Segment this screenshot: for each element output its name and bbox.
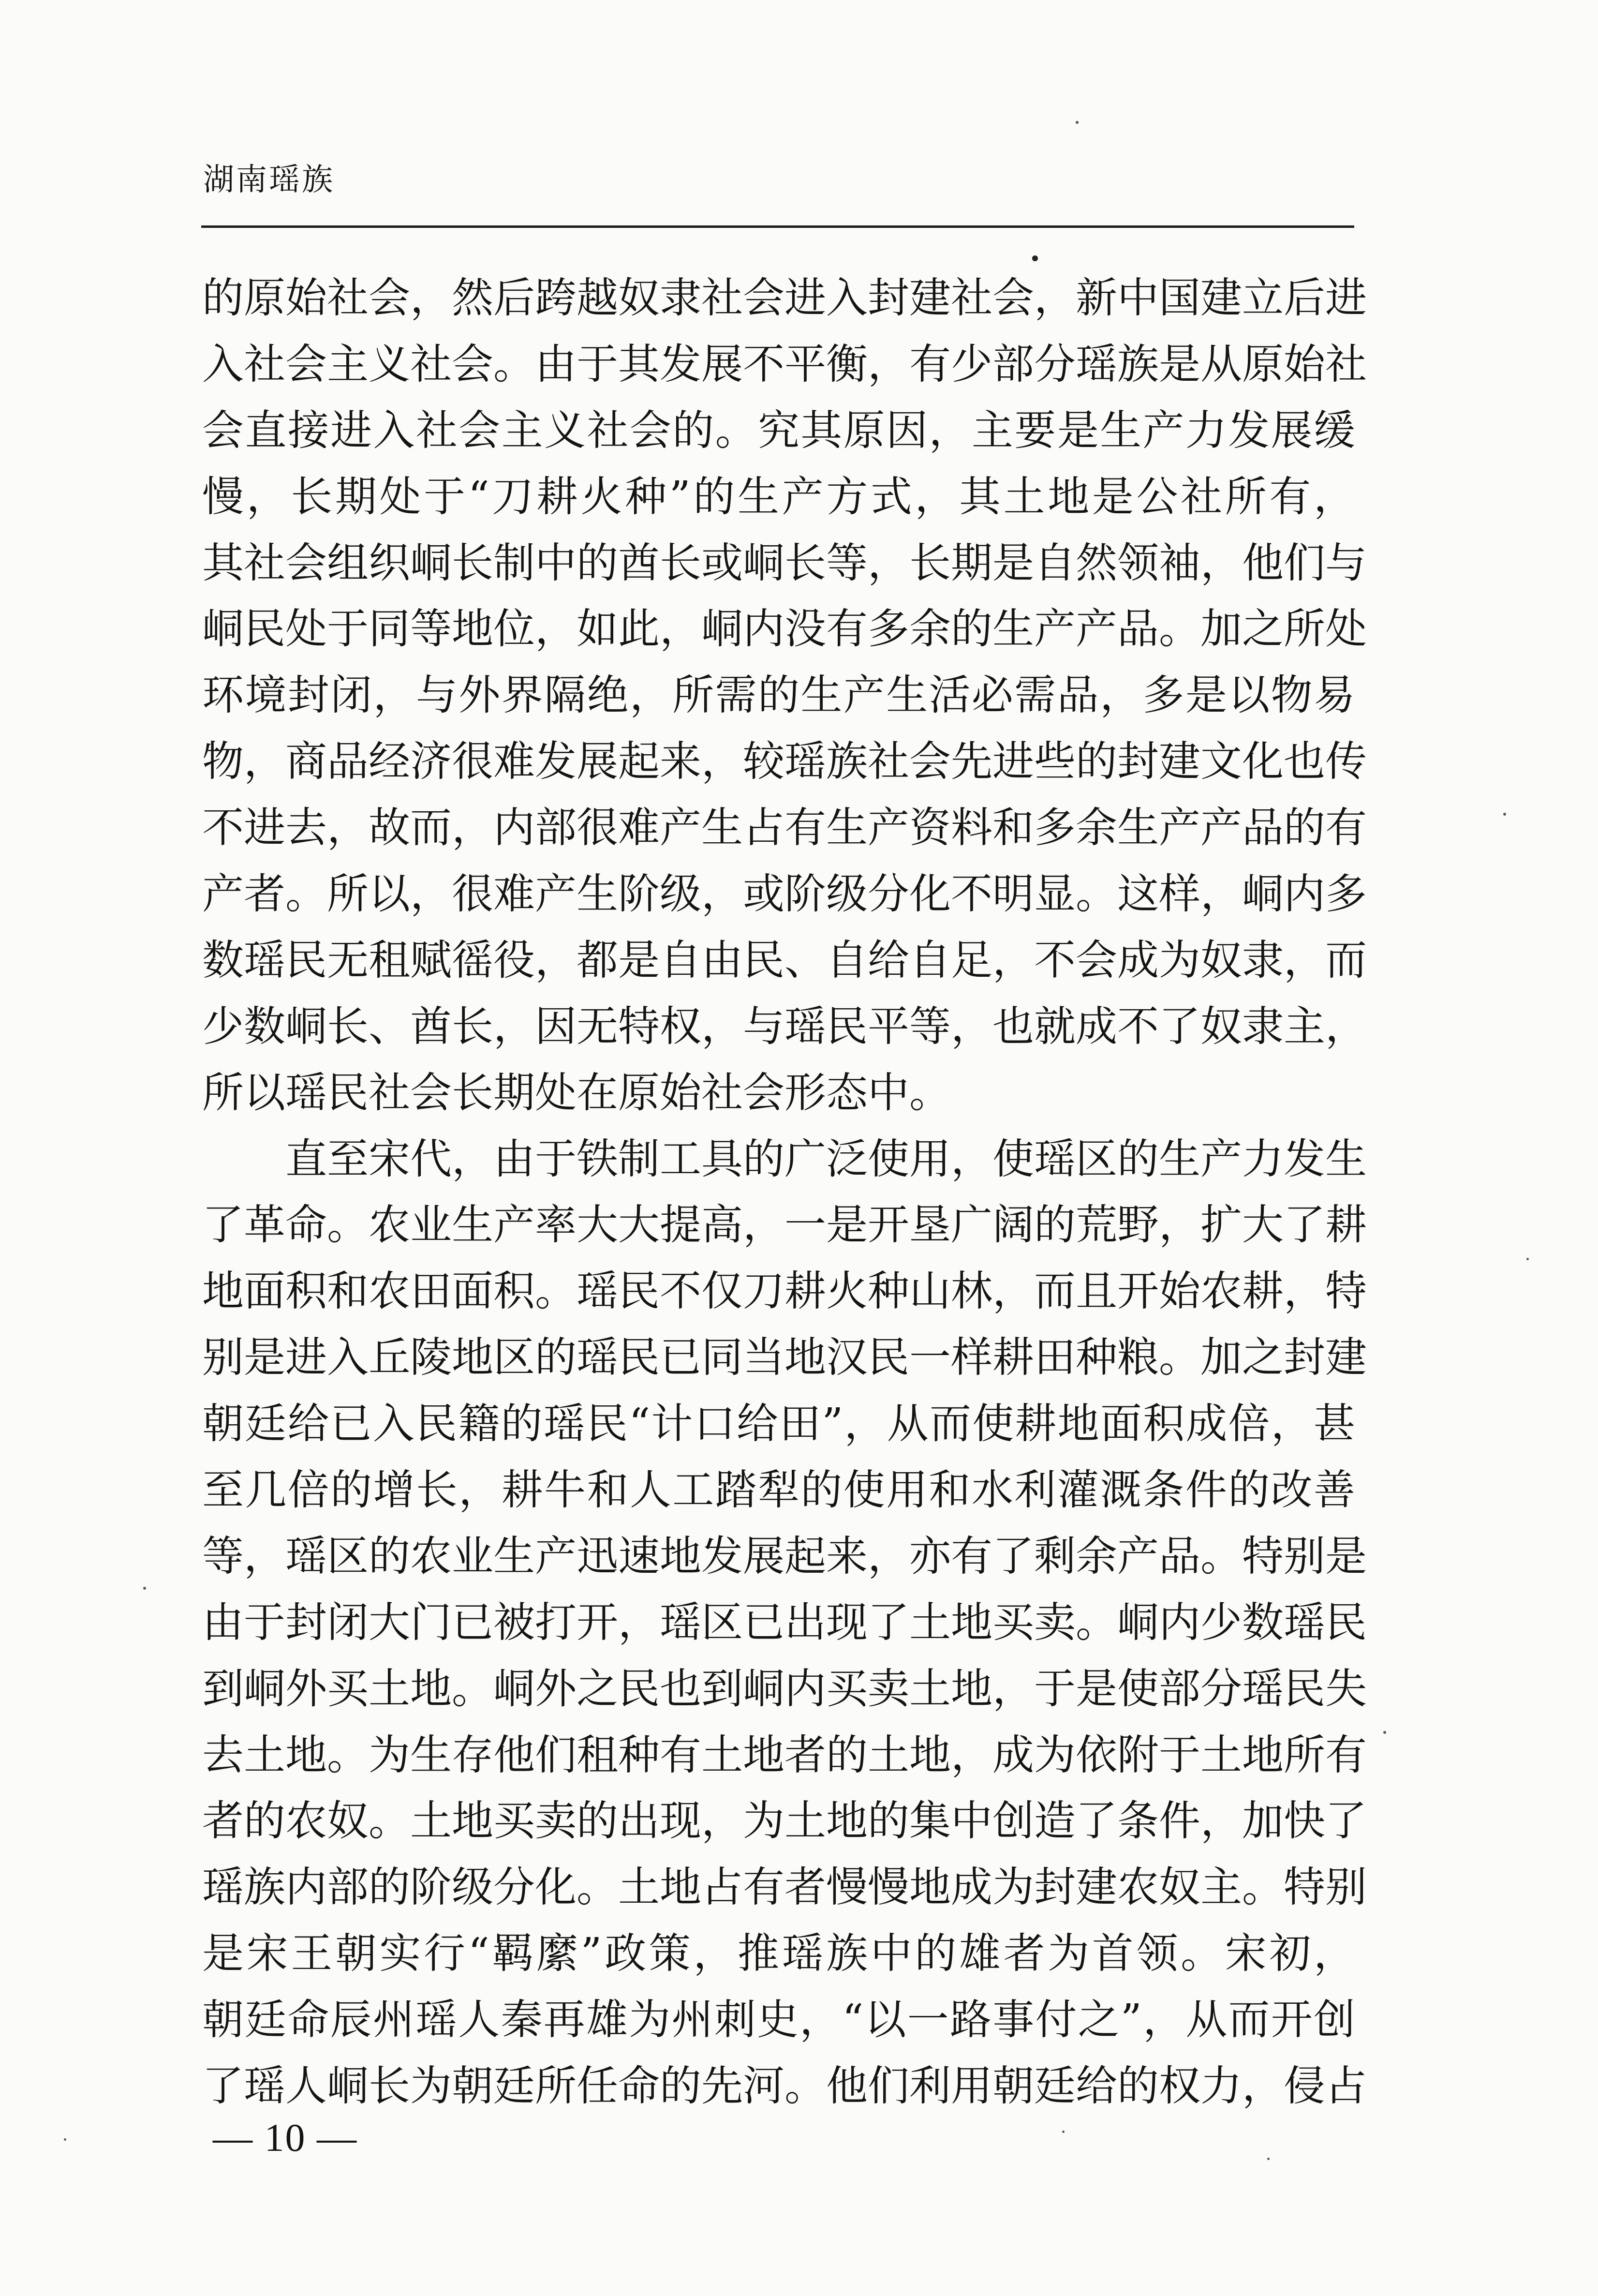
- scan-speck: [1062, 2131, 1065, 2133]
- text-line: 峒民处于同等地位，如此，峒内没有多余的生产产品。加之所处: [202, 605, 1367, 654]
- paragraph-1: [202, 265, 1367, 1126]
- text-line: 到峒外买土地。峒外之民也到峒内买卖土地，于是使部分瑶民失: [202, 1664, 1367, 1713]
- text-line: 会直接进入社会主义社会的。究其原因，主要是生产力发展缓: [202, 406, 1355, 455]
- text-line: 是宋王朝实行“羁縻”政策，推瑶族中的雄者为首领。宋初，: [202, 1929, 1355, 1978]
- text-line: 去土地。为生存他们租种有土地者的土地，成为依附于土地所有: [202, 1730, 1367, 1779]
- scan-speck: [1503, 813, 1506, 816]
- text-line: 等，瑶区的农业生产迅速地发展起来，亦有了剩余产品。特别是: [202, 1532, 1367, 1580]
- scan-speck: [1383, 1731, 1386, 1734]
- text-line: 至几倍的增长，耕牛和人工踏犁的使用和水利灌溉条件的改善: [202, 1466, 1355, 1515]
- text-line: 慢，长期处于“刀耕火种”的生产方式，其土地是公社所有，: [202, 472, 1355, 521]
- text-line: 少数峒长、酋长，因无特权，与瑶民平等，也就成不了奴隶主，: [202, 1002, 1367, 1051]
- body-text: [202, 265, 1367, 2119]
- text-line: 直至宋代，由于铁制工具的广泛使用，使瑶区的生产力发生: [285, 1134, 1367, 1183]
- text-line: 其社会组织峒长制中的酋长或峒长等，长期是自然领袖，他们与: [202, 538, 1367, 587]
- text-line: 数瑶民无租赋徭役，都是自由民、自给自足，不会成为奴隶，而: [202, 936, 1367, 984]
- paragraph-2: [202, 1126, 1367, 2119]
- text-line: 入社会主义社会。由于其发展不平衡，有少部分瑶族是从原始社: [202, 340, 1367, 388]
- scan-speck: [1076, 121, 1079, 124]
- text-line: 物，商品经济很难发展起来，较瑶族社会先进些的封建文化也传: [202, 737, 1367, 786]
- scan-speck: [64, 2138, 66, 2141]
- text-line: 的原始社会，然后跨越奴隶社会进入封建社会，新中国建立后进: [202, 274, 1367, 322]
- scan-speck: [1267, 2158, 1270, 2160]
- running-head: 湖南瑶族: [203, 162, 335, 198]
- text-line: 者的农奴。土地买卖的出现，为土地的集中创造了条件，加快了: [202, 1797, 1367, 1846]
- text-line: 所以瑶民社会长期处在原始社会形态中。: [202, 1068, 951, 1117]
- text-line: 朝廷给已入民籍的瑶民“计口给田”，从而使耕地面积成倍，甚: [202, 1400, 1355, 1448]
- page-number: — 10 —: [213, 2116, 357, 2160]
- text-line: 产者。所以，很难产生阶级，或阶级分化不明显。这样，峒内多: [202, 870, 1367, 919]
- header-rule: [201, 225, 1354, 228]
- scan-speck: [1032, 255, 1038, 261]
- text-line: 地面积和农田面积。瑶民不仅刀耕火种山林，而且开始农耕，特: [202, 1267, 1367, 1316]
- text-line: 了瑶人峒长为朝廷所任命的先河。他们利用朝廷给的权力，侵占: [202, 2062, 1367, 2111]
- text-line: 朝廷命辰州瑶人秦再雄为州刺史，“以一路事付之”，从而开创: [202, 1996, 1355, 2044]
- scan-speck: [1526, 1258, 1529, 1260]
- text-line: 环境封闭，与外界隔绝，所需的生产生活必需品，多是以物易: [202, 671, 1355, 720]
- text-line: 瑶族内部的阶级分化。土地占有者慢慢地成为封建农奴主。特别: [202, 1863, 1367, 1912]
- text-line: 了革命。农业生产率大大提高，一是开垦广阔的荒野，扩大了耕: [202, 1201, 1367, 1250]
- scan-speck: [143, 1587, 146, 1590]
- text-line: 由于封闭大门已被打开，瑶区已出现了土地买卖。峒内少数瑶民: [202, 1598, 1367, 1647]
- text-line: 别是进入丘陵地区的瑶民已同当地汉民一样耕田种粮。加之封建: [202, 1333, 1367, 1382]
- text-line: 不进去，故而，内部很难产生占有生产资料和多余生产产品的有: [202, 804, 1367, 852]
